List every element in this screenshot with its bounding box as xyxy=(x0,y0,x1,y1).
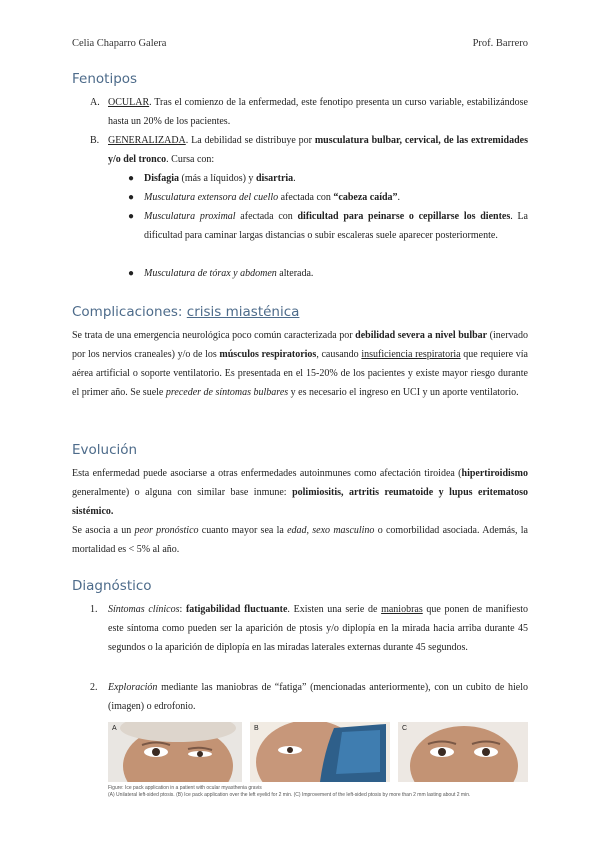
figure-caption-text: (A) Unilateral left-sided ptosis. (B) Ice pack application over the left eyelid for 2 min. (C) Improvement of the left-sided ptosis by more than 2 mm lasting about 2 min. xyxy=(108,792,471,798)
list-marker-b: B. xyxy=(90,135,100,146)
header-author: Celia Chaparro Galera xyxy=(72,38,167,49)
diagnostico-exploracion: Exploración mediante las maniobras de “fatiga” (mencionadas anteriormente), con un cubito de hielo (imagen) o edrofonio. xyxy=(108,682,528,712)
figure-caption xyxy=(108,785,528,799)
ice-pack-figure xyxy=(108,722,528,782)
section-title-fenotipos: Fenotipos xyxy=(72,71,138,87)
bullet-cuello: Musculatura extensora del cuello afectada con “cabeza caída”. xyxy=(144,192,401,203)
bullet-dot: ● xyxy=(128,192,135,203)
section-title-diagnostico: Diagnóstico xyxy=(72,578,152,594)
bullet-torax: Musculatura de tórax y abdomen alterada. xyxy=(144,268,314,279)
improved-ptosis-image xyxy=(398,722,528,782)
bullet-dot: ● xyxy=(128,268,135,279)
patient-face-image xyxy=(108,722,242,782)
header-professor: Prof. Barrero xyxy=(472,38,528,49)
list-marker-1: 1. xyxy=(90,604,98,615)
evolucion-paragraph-2: Se asocia a un peor pronóstico cuanto mayor sea la edad, sexo masculino o comorbilidad asociada. Además, la mortalidad es < 5% al año. xyxy=(72,525,528,555)
fenotipo-ocular: OCULAR. Tras el comienzo de la enfermedad, este fenotipo presenta un curso variable, estabilizándose hasta un 20% de los pacientes. xyxy=(108,97,528,127)
figure-panel-c: C xyxy=(398,722,528,782)
section-title-evolucion: Evolución xyxy=(72,442,138,458)
figure-caption-title: Figure: Ice pack application in a patient with ocular myasthenia gravis xyxy=(108,785,262,791)
complicaciones-paragraph: Se trata de una emergencia neurológica poco común caracterizada por debilidad severa a nivel bulbar (inervado por los nervios craneales) y/o de los músculos respiratorios, causando insuficiencia respiratoria que requiere vía aérea artificial o soporte ventilatorio. Es presentada en el 15-20% de los pacientes y existe mayor riesgo durante el primer año. Se suele preceder de síntomas bulbares y es necesario el ingreso en UCI y un aporte ventilatorio. xyxy=(72,330,528,398)
crisis-link[interactable]: crisis miasténica xyxy=(186,304,300,320)
figure-panel-a: A xyxy=(108,722,242,782)
bullet-proximal: Musculatura proximal afectada con dificultad para peinarse o cepillarse los dientes. La dificultad para caminar largas distancias o subir escaleras suele aparecer posteriormente. xyxy=(144,211,528,241)
bullet-dot: ● xyxy=(128,211,135,222)
list-marker-2: 2. xyxy=(90,682,98,693)
figure-panel-b: B xyxy=(250,722,390,782)
bullet-disfagia: Disfagia (más a líquidos) y disartria. xyxy=(144,173,296,184)
ice-pack-application-image xyxy=(250,722,390,782)
ocular-label: OCULAR xyxy=(108,97,150,108)
section-title-complicaciones: Complicaciones: crisis miasténica xyxy=(72,304,300,320)
fenotipo-generalizada: GENERALIZADA. La debilidad se distribuye por musculatura bulbar, cervical, de las extremidades y/o del tronco. Cursa con: xyxy=(108,135,528,165)
bullet-dot: ● xyxy=(128,173,135,184)
list-marker-a: A. xyxy=(90,97,100,108)
generalizada-label: GENERALIZADA xyxy=(108,135,186,146)
diagnostico-sintomas: Síntomas clínicos: fatigabilidad fluctuante. Existen una serie de maniobras que ponen de manifiesto este síntoma como pueden ser la aparición de ptosis y/o diplopía en la mirada hacia arriba durante 45 segundos o la aparición de diplopía en las miradas laterales externas durante 45 segundos. xyxy=(108,604,529,653)
evolucion-paragraph-1: Esta enfermedad puede asociarse a otras enfermedades autoinmunes como afectación tiroidea (hipertiroidismo generalmente) o alguna con similar base inmune: polimiositis, artritis reumatoide y lupus eritematoso sistémico. xyxy=(72,468,528,517)
